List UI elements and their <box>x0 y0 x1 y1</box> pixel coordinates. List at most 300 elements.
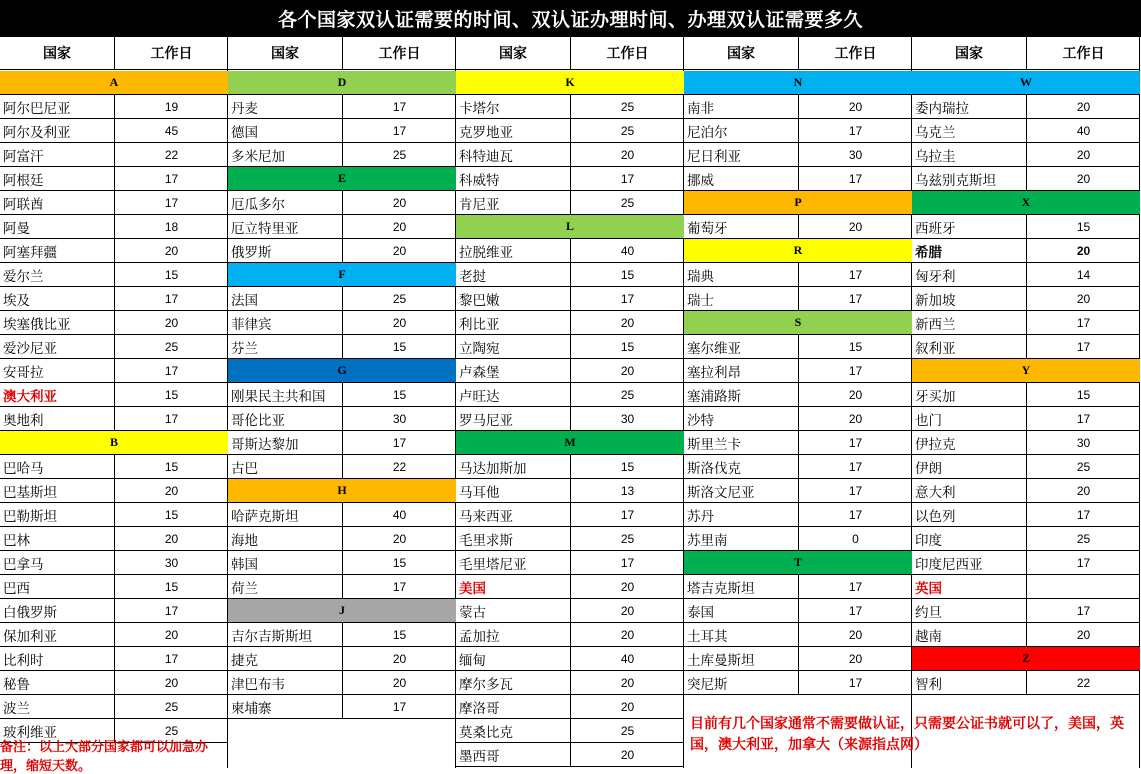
table-row <box>684 167 912 191</box>
days-cell: 18 <box>164 219 179 234</box>
days-cell: 20 <box>620 603 635 618</box>
table-row <box>228 191 456 215</box>
table-row <box>0 527 228 551</box>
days-cell: 22 <box>1076 675 1091 690</box>
country-cell: 伊拉克 <box>912 431 1027 454</box>
country-cell: 巴基斯坦 <box>0 479 115 502</box>
days-cell: 40 <box>392 507 407 522</box>
days-cell: 15 <box>1076 219 1091 234</box>
table-row <box>228 383 456 407</box>
days-cell: 17 <box>620 291 635 306</box>
days-cell: 30 <box>620 411 635 426</box>
days-cell: 20 <box>164 531 179 546</box>
table-row <box>684 335 912 359</box>
country-cell: 刚果民主共和国 <box>228 383 343 406</box>
country-cell: 斯里兰卡 <box>684 431 799 454</box>
table-row <box>912 623 1140 647</box>
country-cell: 斯洛文尼亚 <box>684 479 799 502</box>
country-cell: 卢旺达 <box>456 383 571 406</box>
days-cell <box>1027 575 1140 598</box>
country-cell: 乌克兰 <box>912 119 1027 142</box>
days-cell: 20 <box>392 243 407 258</box>
country-cell: 塞浦路斯 <box>684 383 799 406</box>
days-cell: 17 <box>848 579 863 594</box>
country-cell: 巴林 <box>0 527 115 550</box>
country-cell: 巴勒斯坦 <box>0 503 115 526</box>
letter-label: Z <box>1021 651 1030 665</box>
letter-section-header <box>228 71 456 95</box>
header-country: 国家 <box>456 37 571 69</box>
table-row <box>912 119 1140 143</box>
days-cell: 17 <box>848 675 863 690</box>
days-cell: 30 <box>848 147 863 162</box>
country-cell: 尼日利亚 <box>684 143 799 166</box>
country-cell: 奥地利 <box>0 407 115 430</box>
country-cell: 厄立特里亚 <box>228 215 343 238</box>
table-row <box>228 623 456 647</box>
header-days: 工作日 <box>606 46 649 62</box>
country-cell: 巴哈马 <box>0 455 115 478</box>
days-cell: 20 <box>620 315 635 330</box>
table-row <box>0 671 228 695</box>
days-cell: 17 <box>620 555 635 570</box>
letter-label: S <box>794 315 802 329</box>
country-cell: 哥伦比亚 <box>228 407 343 430</box>
days-cell: 17 <box>620 507 635 522</box>
days-cell: 20 <box>848 651 863 666</box>
country-cell: 阿根廷 <box>0 167 115 190</box>
table-row <box>0 263 228 287</box>
country-cell: 突尼斯 <box>684 671 799 694</box>
days-cell: 20 <box>848 627 863 642</box>
letter-section-header <box>228 359 456 383</box>
table-row <box>228 287 456 311</box>
country-cell: 克罗地亚 <box>456 119 571 142</box>
days-cell: 19 <box>164 99 179 114</box>
letter-label: J <box>339 603 345 617</box>
country-cell: 塞尔维亚 <box>684 335 799 358</box>
days-cell: 20 <box>620 363 635 378</box>
days-cell: 40 <box>620 243 635 258</box>
country-cell: 波兰 <box>0 695 115 718</box>
table-row <box>456 383 684 407</box>
country-cell: 斯洛伐克 <box>684 455 799 478</box>
table-row <box>456 335 684 359</box>
days-cell: 17 <box>848 267 863 282</box>
letter-label: F <box>338 267 346 281</box>
country-cell: 埃及 <box>0 287 115 310</box>
days-cell: 20 <box>392 315 407 330</box>
days-cell: 20 <box>848 387 863 402</box>
country-cell: 卢森堡 <box>456 359 571 382</box>
table-row <box>0 191 228 215</box>
table-row <box>684 671 912 695</box>
days-cell: 15 <box>164 267 179 282</box>
header-country: 国家 <box>912 37 1027 69</box>
letter-section-header <box>0 71 228 95</box>
days-cell: 17 <box>848 483 863 498</box>
country-cell: 巴西 <box>0 575 115 598</box>
days-cell: 20 <box>1076 147 1091 162</box>
header-row <box>228 37 456 70</box>
days-cell: 25 <box>164 699 179 714</box>
country-cell: 缅甸 <box>456 647 571 670</box>
table-row <box>456 287 684 311</box>
days-cell: 15 <box>392 339 407 354</box>
table-row <box>456 743 684 767</box>
country-cell: 新西兰 <box>912 311 1027 334</box>
letter-label: M <box>564 435 576 449</box>
country-cell: 比利时 <box>0 647 115 670</box>
country-cell: 塞拉利昂 <box>684 359 799 382</box>
country-cell: 白俄罗斯 <box>0 599 115 622</box>
letter-label: P <box>794 195 802 209</box>
country-cell: 也门 <box>912 407 1027 430</box>
info-text: 目前有几个国家通常不需要做认证，只需要公证书就可以了，美国，英国，澳大利亚，加拿大（来源指点网） <box>690 716 1124 753</box>
country-cell: 美国 <box>456 575 571 598</box>
country-cell: 澳大利亚 <box>0 383 115 406</box>
days-cell: 20 <box>1076 243 1091 258</box>
country-cell: 古巴 <box>228 455 343 478</box>
days-cell: 17 <box>848 291 863 306</box>
days-cell: 17 <box>164 291 179 306</box>
footnote: 备注：以上大部分国家都可以加急办理，缩短天数。 <box>0 740 209 774</box>
letter-section-header <box>228 599 456 623</box>
table-row <box>912 239 1140 263</box>
days-cell: 15 <box>392 555 407 570</box>
table-row <box>228 527 456 551</box>
country-cell: 阿尔巴尼亚 <box>0 95 115 118</box>
letter-section-header <box>228 167 456 191</box>
table-row <box>912 503 1140 527</box>
country-cell: 土耳其 <box>684 623 799 646</box>
days-cell: 20 <box>392 675 407 690</box>
table-row <box>0 551 228 575</box>
country-cell: 丹麦 <box>228 95 343 118</box>
country-cell: 毛里求斯 <box>456 527 571 550</box>
country-cell: 牙买加 <box>912 383 1027 406</box>
letter-label: E <box>337 171 346 185</box>
country-cell: 越南 <box>912 623 1027 646</box>
table-row <box>684 647 912 671</box>
days-cell: 17 <box>392 99 407 114</box>
country-cell: 西班牙 <box>912 215 1027 238</box>
table-row <box>456 239 684 263</box>
table-row <box>456 575 684 599</box>
country-cell: 伊朗 <box>912 455 1027 478</box>
table-row <box>0 143 228 167</box>
country-cell: 荷兰 <box>228 575 343 598</box>
country-cell: 拉脱维亚 <box>456 239 571 262</box>
country-cell: 苏丹 <box>684 503 799 526</box>
country-cell: 阿尔及利亚 <box>0 119 115 142</box>
table-row <box>456 455 684 479</box>
header-row <box>684 37 912 70</box>
country-cell: 乌拉圭 <box>912 143 1027 166</box>
table-row <box>456 143 684 167</box>
table-row <box>0 311 228 335</box>
country-cell: 乌兹别克斯坦 <box>912 167 1027 190</box>
country-cell: 海地 <box>228 527 343 550</box>
table-row <box>456 647 684 671</box>
country-cell: 阿联酋 <box>0 191 115 214</box>
days-cell: 17 <box>1076 555 1091 570</box>
country-cell: 土库曼斯坦 <box>684 647 799 670</box>
days-cell: 17 <box>848 603 863 618</box>
table-row <box>228 695 456 719</box>
header-days: 工作日 <box>150 46 193 62</box>
days-cell: 17 <box>848 459 863 474</box>
table-row <box>456 671 684 695</box>
days-cell: 17 <box>1076 411 1091 426</box>
country-cell: 苏里南 <box>684 527 799 550</box>
table-row <box>456 503 684 527</box>
table-row <box>912 143 1140 167</box>
table-row <box>228 431 456 455</box>
days-cell: 22 <box>392 459 407 474</box>
table-row <box>456 95 684 119</box>
table-row <box>456 311 684 335</box>
country-cell: 希腊 <box>912 239 1027 262</box>
table-row <box>684 431 912 455</box>
country-cell: 科威特 <box>456 167 571 190</box>
days-cell: 22 <box>164 147 179 162</box>
letter-section-header <box>912 191 1140 215</box>
days-cell: 25 <box>620 195 635 210</box>
country-cell: 马达加斯加 <box>456 455 571 478</box>
letter-label: Y <box>1021 363 1031 377</box>
days-cell: 20 <box>1076 171 1091 186</box>
country-cell: 法国 <box>228 287 343 310</box>
days-cell: 20 <box>1076 483 1091 498</box>
table-row <box>912 551 1140 575</box>
country-cell: 尼泊尔 <box>684 119 799 142</box>
table-row <box>228 335 456 359</box>
table-row <box>456 551 684 575</box>
days-cell: 20 <box>848 411 863 426</box>
table-row <box>0 599 228 623</box>
country-cell: 瑞典 <box>684 263 799 286</box>
table-row <box>912 287 1140 311</box>
letter-section-header <box>228 479 456 503</box>
days-cell: 17 <box>392 579 407 594</box>
days-cell: 13 <box>620 483 635 498</box>
letter-section-header <box>912 359 1140 383</box>
table-row <box>456 479 684 503</box>
letter-section-header <box>684 71 912 95</box>
days-cell: 20 <box>1076 291 1091 306</box>
days-cell: 17 <box>164 651 179 666</box>
table-column-3 <box>456 37 684 768</box>
days-cell: 20 <box>848 99 863 114</box>
table-row <box>0 359 228 383</box>
table-row <box>228 575 456 599</box>
days-cell: 20 <box>620 147 635 162</box>
table-row <box>684 359 912 383</box>
country-cell: 芬兰 <box>228 335 343 358</box>
country-cell: 安哥拉 <box>0 359 115 382</box>
days-cell: 40 <box>1076 123 1091 138</box>
days-cell: 17 <box>392 435 407 450</box>
table-row <box>0 623 228 647</box>
country-cell: 瑞士 <box>684 287 799 310</box>
letter-label: L <box>565 219 574 233</box>
table-row <box>456 407 684 431</box>
country-cell: 厄瓜多尔 <box>228 191 343 214</box>
table-row <box>912 311 1140 335</box>
days-cell: 17 <box>1076 315 1091 330</box>
days-cell: 20 <box>392 219 407 234</box>
table-row <box>0 119 228 143</box>
table-row <box>912 431 1140 455</box>
table-row <box>684 383 912 407</box>
table-row <box>912 167 1140 191</box>
letter-section-header <box>456 431 684 455</box>
country-cell: 委内瑞拉 <box>912 95 1027 118</box>
days-cell: 20 <box>1076 627 1091 642</box>
country-cell: 以色列 <box>912 503 1027 526</box>
table-row <box>0 455 228 479</box>
table-row <box>0 95 228 119</box>
days-cell: 17 <box>164 171 179 186</box>
table-row <box>0 503 228 527</box>
days-cell: 25 <box>392 147 407 162</box>
days-cell: 15 <box>848 339 863 354</box>
table-row <box>912 527 1140 551</box>
country-cell: 利比亚 <box>456 311 571 334</box>
country-cell: 爱沙尼亚 <box>0 335 115 358</box>
table-row <box>456 695 684 719</box>
country-cell: 哥斯达黎加 <box>228 431 343 454</box>
table-row <box>0 239 228 263</box>
days-cell: 17 <box>392 699 407 714</box>
country-cell: 英国 <box>912 575 1027 598</box>
days-cell: 15 <box>620 339 635 354</box>
country-cell: 科特迪瓦 <box>456 143 571 166</box>
days-cell: 20 <box>1076 99 1091 114</box>
table-row <box>456 599 684 623</box>
table-row <box>228 671 456 695</box>
days-cell: 25 <box>620 123 635 138</box>
days-cell: 45 <box>164 123 179 138</box>
table-row <box>684 479 912 503</box>
header-row <box>456 37 684 70</box>
table-row <box>0 215 228 239</box>
days-cell: 17 <box>1076 339 1091 354</box>
table-row <box>684 215 912 239</box>
country-cell: 捷克 <box>228 647 343 670</box>
country-cell: 摩尔多瓦 <box>456 671 571 694</box>
letter-label: T <box>793 555 802 569</box>
page-title: 各个国家双认证需要的时间、双认证办理时间、办理双认证需要多久 <box>0 0 1141 37</box>
days-cell: 30 <box>164 555 179 570</box>
days-cell: 40 <box>620 651 635 666</box>
letter-label: X <box>1021 195 1031 209</box>
table-row <box>684 599 912 623</box>
country-cell: 蒙古 <box>456 599 571 622</box>
letter-section-header <box>456 215 684 239</box>
letter-section-header <box>228 263 456 287</box>
table-row <box>684 143 912 167</box>
table-row <box>0 695 228 719</box>
letter-label: B <box>109 435 118 449</box>
table-row <box>684 575 912 599</box>
days-cell: 15 <box>164 459 179 474</box>
country-cell: 黎巴嫩 <box>456 287 571 310</box>
country-cell: 秘鲁 <box>0 671 115 694</box>
table-row <box>912 335 1140 359</box>
country-cell: 津巴布韦 <box>228 671 343 694</box>
letter-label: G <box>337 363 347 377</box>
country-cell: 泰国 <box>684 599 799 622</box>
header-days: 工作日 <box>378 46 421 62</box>
letter-label: D <box>337 75 347 89</box>
table-row <box>912 455 1140 479</box>
letter-section-header <box>684 551 912 575</box>
table-row <box>684 287 912 311</box>
days-cell: 0 <box>852 531 859 546</box>
country-cell: 摩洛哥 <box>456 695 571 718</box>
header-country: 国家 <box>0 37 115 69</box>
days-cell: 30 <box>392 411 407 426</box>
table-row <box>228 407 456 431</box>
days-cell: 20 <box>164 675 179 690</box>
country-cell: 智利 <box>912 671 1027 694</box>
country-cell: 意大利 <box>912 479 1027 502</box>
table-row <box>0 575 228 599</box>
days-cell: 20 <box>164 627 179 642</box>
table-row <box>0 287 228 311</box>
letter-section-header <box>684 239 912 263</box>
country-cell: 孟加拉 <box>456 623 571 646</box>
days-cell: 20 <box>392 195 407 210</box>
days-cell: 15 <box>392 627 407 642</box>
table-row <box>228 143 456 167</box>
country-cell: 塔吉克斯坦 <box>684 575 799 598</box>
letter-label: W <box>1020 75 1032 89</box>
letter-section-header <box>456 71 684 95</box>
country-cell: 沙特 <box>684 407 799 430</box>
days-cell: 15 <box>620 267 635 282</box>
country-cell: 玻利维亚 <box>0 719 115 742</box>
country-cell: 南非 <box>684 95 799 118</box>
days-cell: 25 <box>1076 459 1091 474</box>
table-column-2 <box>228 37 456 768</box>
days-cell: 20 <box>164 483 179 498</box>
country-cell: 多米尼加 <box>228 143 343 166</box>
table-row <box>912 263 1140 287</box>
country-cell: 立陶宛 <box>456 335 571 358</box>
days-cell: 17 <box>848 507 863 522</box>
days-cell: 20 <box>620 675 635 690</box>
days-cell: 20 <box>620 579 635 594</box>
table-row <box>228 119 456 143</box>
table-row <box>0 479 228 503</box>
letter-section-header <box>912 71 1140 95</box>
country-cell: 菲律宾 <box>228 311 343 334</box>
table-row <box>456 623 684 647</box>
country-cell: 卡塔尔 <box>456 95 571 118</box>
table-row <box>228 311 456 335</box>
table-row <box>912 575 1140 599</box>
days-cell: 25 <box>620 99 635 114</box>
letter-section-header <box>684 191 912 215</box>
table-row <box>684 263 912 287</box>
country-cell: 肯尼亚 <box>456 191 571 214</box>
country-cell: 印度 <box>912 527 1027 550</box>
letter-label: N <box>793 75 803 89</box>
letter-section-header <box>0 431 228 455</box>
